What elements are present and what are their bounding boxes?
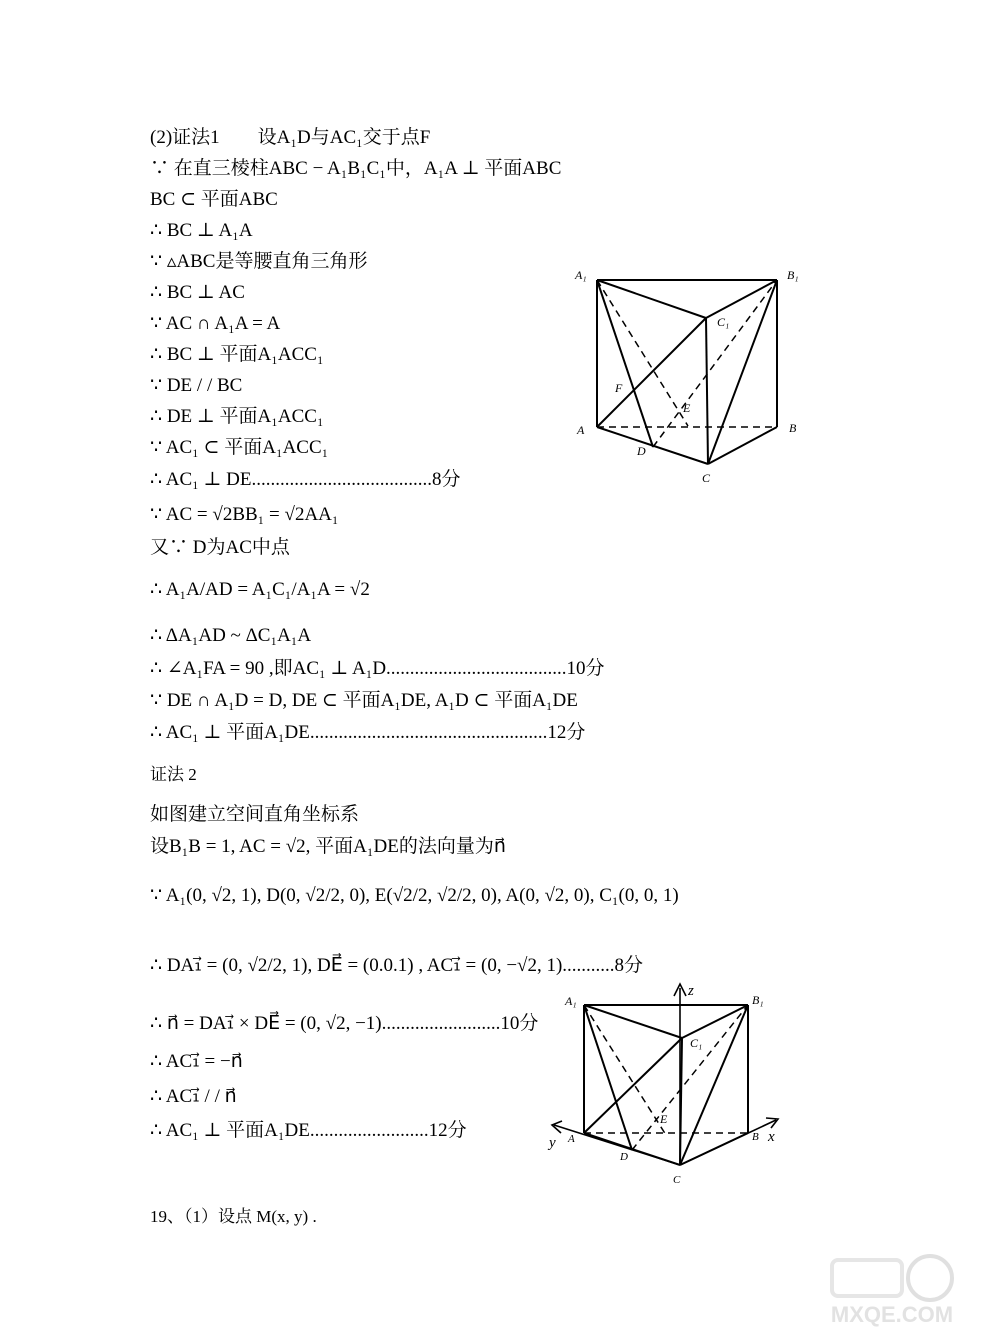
proof-line: ∵ ▵ABC是等腰直角三角形 <box>150 251 368 272</box>
proof-line: ∵ AC ∩ A₁A = A <box>150 313 281 334</box>
proof1-heading: (2)证法1 设A₁D与AC₁交于点F <box>150 127 431 148</box>
axis-label-z: z <box>688 983 694 999</box>
label-B1: B₁ <box>752 993 764 1007</box>
proof-line: ∴ AC₁⃗ / / n⃗ <box>150 1086 237 1107</box>
proof-line: ∴ BC ⊥ A₁A <box>150 220 253 241</box>
question-19-start: 19、（1）设点 M(x, y) . <box>150 1207 317 1226</box>
proof-line: ∴ n⃗ = DA₁⃗ × DE⃗ = (0, √2, −1).........................10分 <box>150 1013 539 1034</box>
prism-figure-1 <box>565 262 810 487</box>
proof2-heading: 证法 2 <box>150 765 197 784</box>
proof-line: ∴ DE ⊥ 平面A₁ACC₁ <box>150 406 324 427</box>
proof-line: ∴ AC₁ ⊥ DE......................................8分 <box>150 469 461 490</box>
proof-line: ∴ AC₁ ⊥ 平面A₁DE..................................................12分 <box>150 722 586 743</box>
axis-label-y: y <box>549 1135 556 1151</box>
label-A: A <box>577 423 585 437</box>
proof-line: 如图建立空间直角坐标系 <box>150 804 360 825</box>
label-C1: C₁ <box>690 1036 703 1050</box>
proof-line: ∴ AC₁ ⊥ 平面A₁DE.........................12分 <box>150 1120 467 1141</box>
label-F: F <box>615 381 623 395</box>
proof-line: ∴ BC ⊥ AC <box>150 282 245 303</box>
proof-line: ∵ 在直三棱柱ABC − A₁B₁C₁中，A₁A ⊥ 平面ABC <box>150 158 562 179</box>
label-C: C <box>702 471 711 485</box>
proof-line: ∴ AC₁⃗ = −n⃗ <box>150 1051 243 1072</box>
proof-line: ∴ ΔA₁AD ~ ΔC₁A₁A <box>150 625 312 646</box>
label-E: E <box>683 401 691 415</box>
proof-line: ∴ ∠A₁FA = 90 ,即AC₁ ⊥ A₁D......................................10分 <box>150 658 605 679</box>
label-D: D <box>637 444 646 458</box>
proof-line: 设B₁B = 1, AC = √2, 平面A₁DE的法向量为n⃗ <box>150 836 506 857</box>
label-A: A <box>568 1133 575 1145</box>
proof-line: 又∵ D为AC中点 <box>150 537 290 558</box>
label-B: B <box>752 1131 759 1143</box>
label-B: B <box>789 421 797 435</box>
proof-line: ∴ BC ⊥ 平面A₁ACC₁ <box>150 344 324 365</box>
proof-line: ∵ DE ∩ A₁D = D, DE ⊂ 平面A₁DE, A₁D ⊂ 平面A₁DE <box>150 690 578 711</box>
watermark-text: MXQE.COM <box>830 1302 954 1327</box>
prism-figure-2 <box>540 980 790 1190</box>
axis-label-x: x <box>768 1129 775 1145</box>
proof-line: ∵ A₁(0, √2, 1), D(0, √2/2, 0), E(√2/2, √2/2, 0), A(0, √2, 0), C₁(0, 0, 1) <box>150 885 679 906</box>
proof-line: ∴ A₁A/AD = A₁C₁/A₁A = √2 <box>150 579 370 600</box>
label-D: D <box>620 1151 628 1163</box>
proof-line: ∵ AC₁ ⊂ 平面A₁ACC₁ <box>150 437 329 458</box>
label-C1: C₁ <box>717 315 730 329</box>
watermark-logo <box>812 1250 972 1330</box>
label-A1: A₁ <box>565 994 577 1008</box>
proof-line: ∵ DE / / BC <box>150 375 243 396</box>
proof-line: ∴ DA₁⃗ = (0, √2/2, 1), DE⃗ = (0.0.1) , AC₁⃗ = (0, −√2, 1)...........8分 <box>150 955 644 976</box>
proof-line: BC ⊂ 平面ABC <box>150 189 278 210</box>
proof-line: ∵ AC = √2BB₁ = √2AA₁ <box>150 504 339 525</box>
label-B1: B₁ <box>787 268 799 282</box>
label-C: C <box>673 1174 681 1186</box>
label-E: E <box>660 1112 668 1126</box>
label-A1: A₁ <box>575 268 587 282</box>
